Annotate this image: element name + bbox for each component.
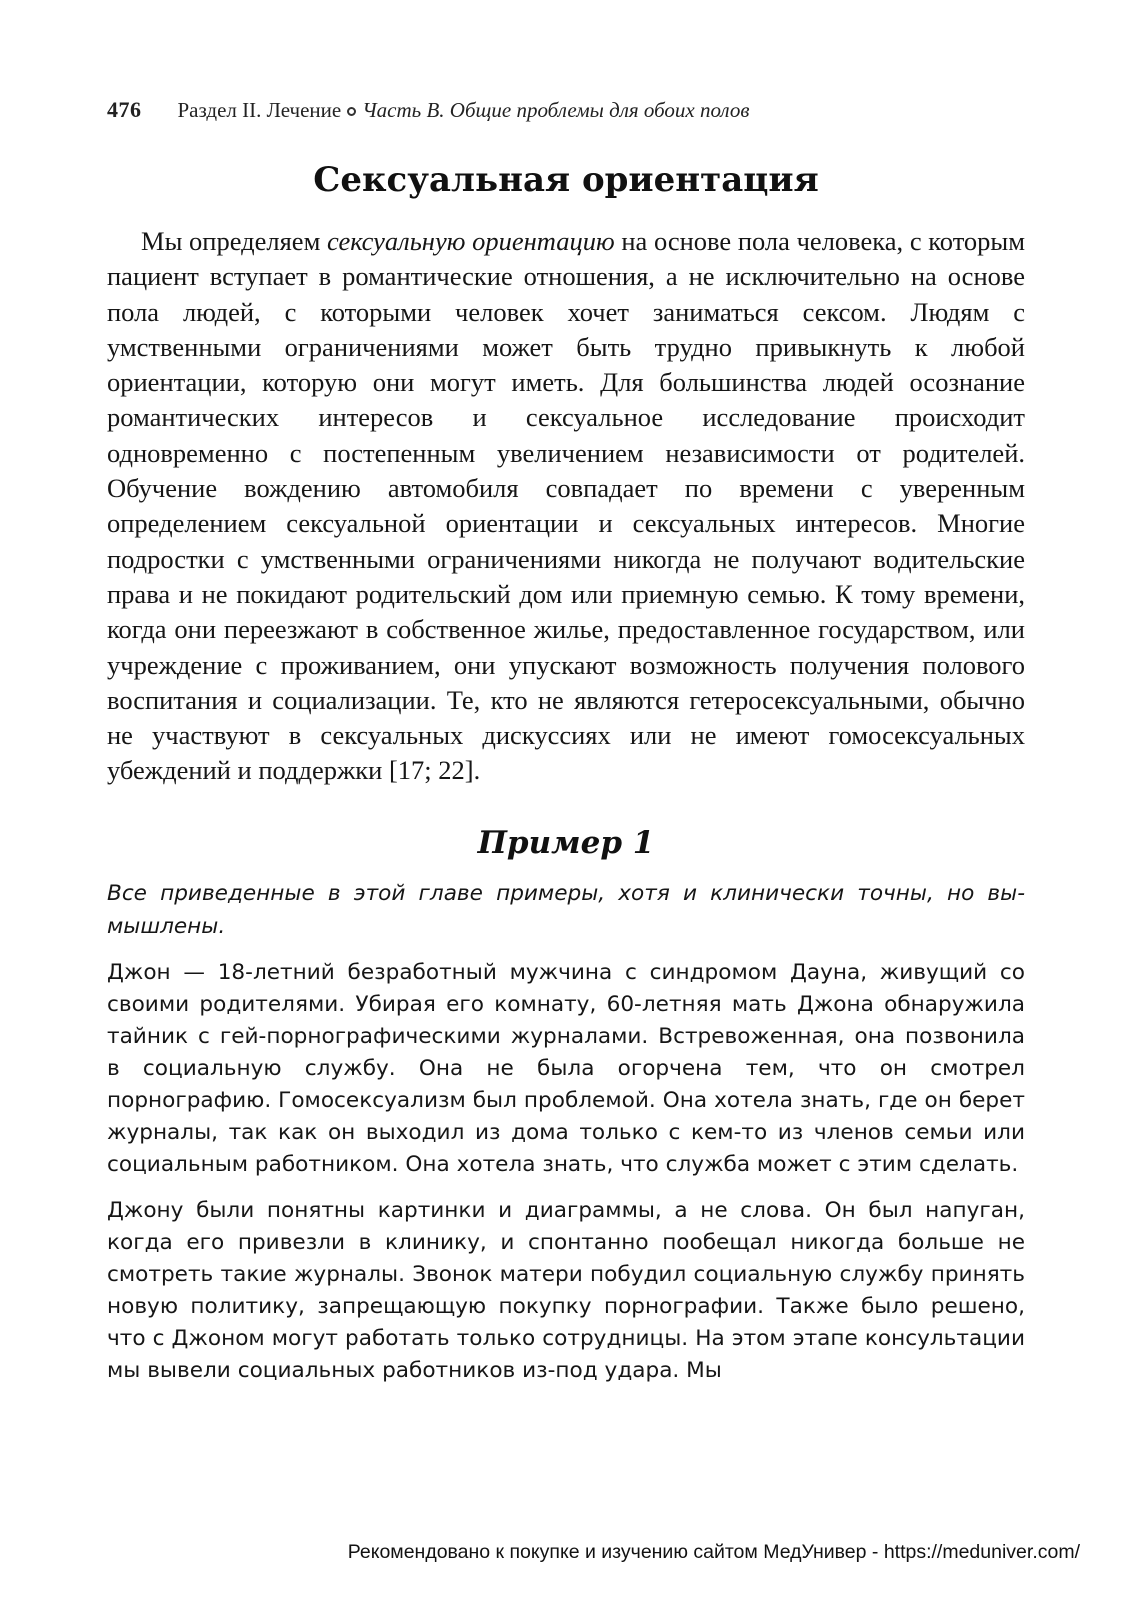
- running-head: [107, 96, 1025, 124]
- intro-term: сексуальную ориентацию: [327, 226, 615, 256]
- example-title: Пример 1: [477, 824, 655, 861]
- footer-recommendation: Рекомендовано к покупке и изучению сайтом МедУнивер - https://meduniver.com/: [347, 1541, 1080, 1563]
- example-paragraph-2: Джону были понятны картинки и диаграммы, а не слова. Он был напуган, когда его привезли в клинику, и спонтанно пообещал никогда больше не смотреть такие журналы. Звонок матери побудил социальную службу принять новую политику, запрещающую покупку порнографии. Также было решено, что с Джоном могут работать только сотрудницы. На этом этапе консультации мы вывели социальных работников из-под удара. Мы: [107, 1197, 1025, 1383]
- intro-text-rest: на основе пола человека, с которым пациент вступает в романтические отношения, а не исключительно на основе пола людей, с которыми человек хочет заниматься сексом. Людям с умственными ограничениями может быть трудно привыкнуть к любой ориентации, которую они могут иметь. Для большинства людей осознание романтических интересов и сексуальное исследование происходит одновременно с постепенным увеличением независимости от родителей. Обучение вождению автомобиля совпадает по времени с уверенным определением сексуальной ориентации и сексуальных интересов. Многие подростки с умственными ограничениями никогда не получают водительские права и не покидают родительский дом или приемную семью. К тому времени, когда они переезжают в собственное жилье, предоставленное государством, или учреждение с проживанием, они упускают возможность получения полового воспитания и социализации. Те, кто не являются гетеросексуальными, обычно не участвуют в сексуальных дискуссиях или не имеют гомосексуальных убеждений и поддержки [17; 22].: [107, 226, 1026, 786]
- running-head-part: Часть B. Общие проблемы для обоих полов: [362, 98, 750, 122]
- intro-paragraph: [107, 224, 1025, 789]
- book-page: [107, 96, 1025, 1401]
- example-paragraph-1: Джон — 18-летний безработный мужчина с синдромом Дауна, живущий со своими родителями. Убирая его комнату, 60-летняя мать Джона обнаружила тайник с гей-порнографическими журналами. Встревоженная, она позвонила в социальную службу. Она не была огорчена тем, что он смотрел порнографию. Гомосексуализм был проблемой. Она хотела знать, где он берет журналы, так как он выходил из дома только с кем-то из членов семьи или социальным работником. Она хотела знать, что служба может с этим сделать.: [107, 959, 1025, 1177]
- running-head-section: Раздел II. Лечение: [177, 98, 342, 122]
- example-note: Все приведенные в этой главе примеры, хотя и клинически точны, но вымышлены.: [107, 880, 1025, 939]
- section-title: Сексуальная ориентация: [313, 160, 819, 200]
- bullet-separator-icon: [347, 107, 356, 116]
- intro-text-start: Мы определяем: [141, 226, 328, 256]
- page-number: 476: [107, 97, 142, 122]
